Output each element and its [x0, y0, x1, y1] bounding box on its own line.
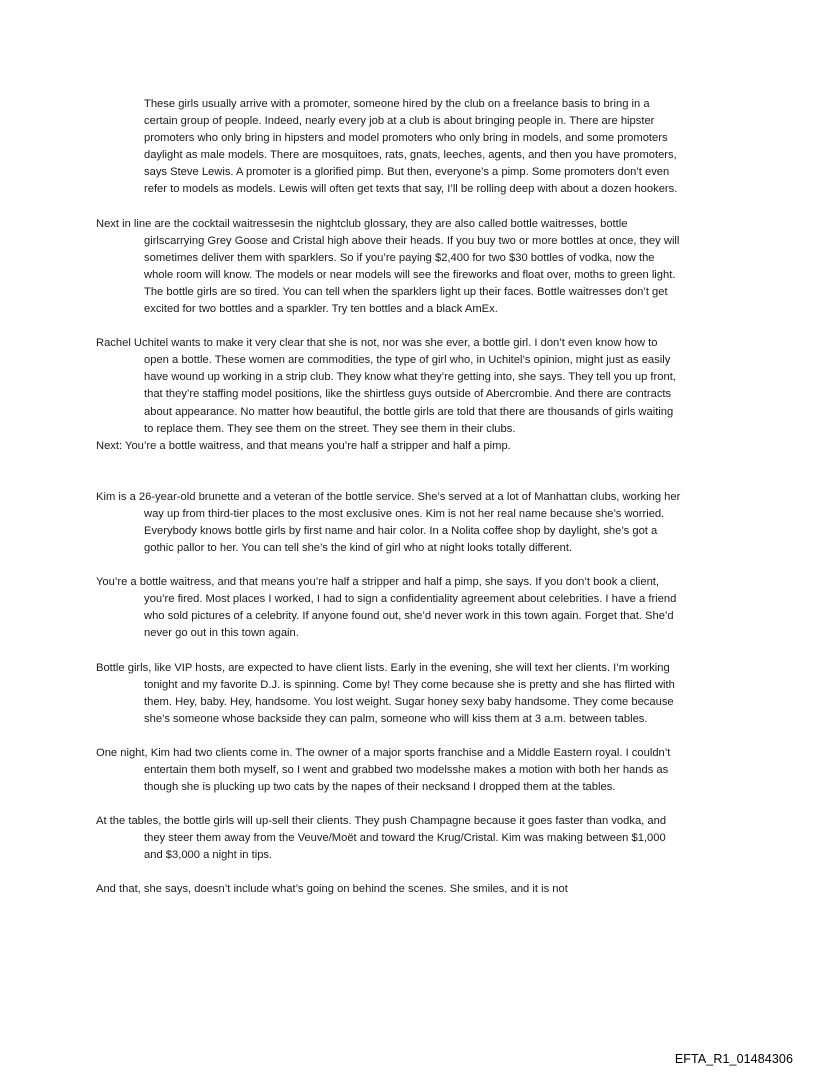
paragraph-behind-scenes: And that, she says, doesn’t include what’s going on behind the scenes. She smiles, and it is not [96, 883, 568, 896]
paragraph-up-sell: At the tables, the bottle girls will up-sell their clients. They push Champagne because it goes faster than vodka, and they steer them away from the Veuve/Moët and toward the Krug/Cristal. Kim was making between $1,000 and $3,000 a night in tips. [96, 815, 667, 862]
paragraph-client-lists: Bottle girls, like VIP hosts, are expected to have client lists. Early in the evening, she will text her clients. I’m working tonight and my favorite D.J. is spinning. Come by! They come because she is pretty and she has flirted with them. Hey, baby. Hey, handsome. You lost weight. Sugar honey sexy baby handsome. They come because she’s someone whose backside they can palm, someone who will kiss them at 3 a.m. between tables. [96, 661, 675, 725]
paragraph-kim-intro: Kim is a 26-year-old brunette and a veteran of the bottle service. She’s served at a lot of Manhattan clubs, working her way up from third-tier places to the most exclusive ones. Kim is not her real name because she’s worried. Everybody knows bottle girls by first name and hair color. In a Nolita coffee shop by daylight, she’s got a gothic pallor to her. You can tell she’s the kind of girl who at night looks totally different. [96, 490, 681, 555]
document-body [96, 96, 681, 899]
paragraph-cocktail-waitresses: Next in line are the cocktail waitressesin the nightclub glossary, they are also called bottle waitresses, bottle girlscarrying Grey Goose and Cristal high above their heads. If you buy two or more bottles at once, they will sometimes deliver them with sparklers. So if you’re paying $2,400 for two $30 bottles of vodka, now the whole room will know. The models or near models will see the fireworks and float over, moths to green light. The bottle girls are so tired. You can tell when the sparklers light up their faces. Bottle waitresses don’t get excited for two bottles and a sparkler. Try ten bottles and a black AmEx. [96, 217, 680, 316]
paragraph-promoters: These girls usually arrive with a promoter, someone hired by the club on a freelance basis to bring in a certain group of people. Indeed, nearly every job at a club is about bringing people in. There are hipster promoters who only bring in hipsters and model promoters who only bring in models, and some promoters daylight as male models. There are mosquitoes, rats, gnats, leeches, agents, and then you have promoters, says Steve Lewis. A promoter is a glorified pimp. But then, everyone’s a pimp. Some promoters don’t even refer to models as models. Lewis will often get texts that say, I’ll be rolling deep with about a dozen hookers. [144, 98, 678, 196]
paragraph-bottle-waitress-quote: You’re a bottle waitress, and that means you’re half a stripper and half a pimp, she says. If you don’t book a client, you’re fired. Most places I worked, I had to sign a confidentiality agreement about celebrities. I have a friend who sold pictures of a celebrity. If anyone found out, she’d never work in this town again. Forget that. She’d never go out in this town again. [96, 576, 677, 640]
paragraph-two-clients: One night, Kim had two clients come in. The owner of a major sports franchise and a Middle Eastern royal. I couldn’t entertain them both myself, so I went and grabbed two modelsshe makes a motion with both her hands as though she is plucking up two cats by the napes of their necksand I dropped them at the tables. [96, 746, 671, 794]
document-id-stamp: EFTA_R1_01484306 [674, 1052, 793, 1066]
paragraph-rachel-uchitel: Rachel Uchitel wants to make it very clear that she is not, nor was she ever, a bottle girl. I don’t even know how to open a bottle. These women are commodities, the type of girl who, in Uchitel’s opinion, might just as easily have wound up working in a strip club. They know what they’re getting into, she says. They tell you up front, that they’re staffing model positions, like the shirtless guys outside of Abercrombie. And there are contracts about appearance. No matter how beautiful, the bottle girls are told that there are thousands of girls waiting to replace them. They see them on the street. They see them in their clubs. [96, 337, 676, 435]
paragraph-next-teaser: Next: You’re a bottle waitress, and that means you’re half a stripper and half a pimp. [96, 439, 511, 452]
